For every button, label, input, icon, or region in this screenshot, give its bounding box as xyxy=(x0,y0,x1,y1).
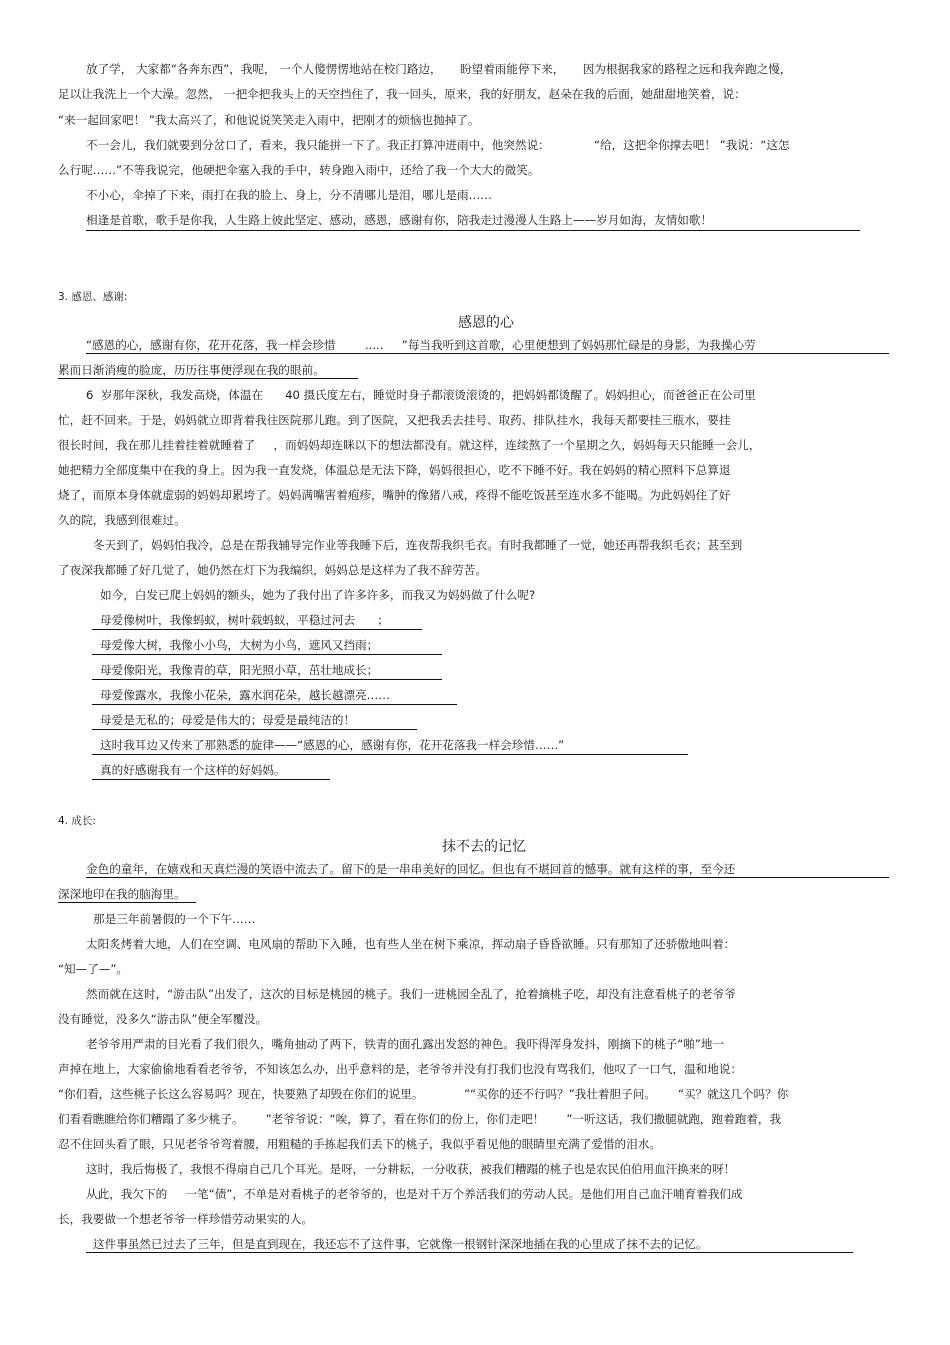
paragraph-line: 深深地印在我的脑海里。 xyxy=(58,887,186,901)
essay-title: 抹不去的记忆 xyxy=(442,839,526,855)
underline xyxy=(86,877,889,878)
essay-title: 感恩的心 xyxy=(458,315,514,331)
paragraph-line: 长，我要做一个想老爷爷一样珍惜劳动果实的人。 xyxy=(58,1212,314,1226)
paragraph-line: 太阳炙烤着大地，人们在空调、电风扇的帮助下入睡，也有些人坐在树下乘凉，挥动扇子昏昏欲睡。只有那知了还骄傲地叫着： xyxy=(86,937,736,951)
paragraph-line: “知—了—”。 xyxy=(58,962,128,976)
paragraph-line: 了夜深我都睡了好几觉了，她仍然在灯下为我编织，妈妈总是这样为了我不辞劳苦。 xyxy=(58,563,487,577)
paragraph-line: “来一起回家吧！ ”我太高兴了，和他说说笑笑走入雨中，把刚才的烦恼也抛掉了。 xyxy=(58,113,480,127)
underline xyxy=(92,729,417,730)
paragraph-line: 冬天到了，妈妈怕我冷，总是在帮我辅导完作业等我睡下后，连夜帮我织毛衣。有时我都睡了一觉，她还再帮我织毛衣；甚至到 xyxy=(93,538,743,552)
underline xyxy=(92,629,422,630)
paragraph-line: 相逢是首歌，歌手是你我，人生路上彼此坚定、感动，感恩，感谢有你，陪我走过漫漫人生路上——岁月如海，友情如歌！ xyxy=(86,213,713,227)
poem-line: 母爱像露水，我像小花朵，露水润花朵，越长越漂亮…… xyxy=(100,688,390,702)
paragraph-line: “你们看，这些桃子长这么容易吗？现在，快要熟了却毁在你们的说里。 ”“买你的还不行吗？”我壮着胆子问。 “买？就这几个吗？你 xyxy=(58,1087,789,1101)
poem-line: 母爱像树叶，我像蚂蚁，树叶载蚂蚁，平稳过河去 ； xyxy=(100,613,389,627)
paragraph-line: “感恩的心，感谢有你，花开花落，我一样会珍惜 ..... ”每当我听到这首歌，心里便想到了妈妈那忙碌是的身影，为我操心劳 xyxy=(86,338,756,352)
underline xyxy=(86,230,860,231)
paragraph-line: 如今，白发已爬上妈妈的额头，她为了我付出了许多许多，而我又为妈妈做了什么呢? xyxy=(100,588,536,602)
paragraph-line: 那是三年前暑假的一个下午…… xyxy=(93,912,256,926)
underline xyxy=(86,353,889,354)
underline xyxy=(92,779,330,780)
underline xyxy=(58,902,196,903)
paragraph-line: 烧了，而原本身体就虚弱的妈妈却累垮了。妈妈满嘴害着疱疹，嘴肿的像猪八戒，疼得不能吃饭甚至连水多不能喝。为此妈妈住了好 xyxy=(58,488,731,502)
underline xyxy=(92,654,442,655)
poem-line: 母爱像阳光，我像青的草，阳光照小草，茁壮地成长； xyxy=(100,663,379,677)
paragraph-line: 累而日渐消瘦的脸庞，历历往事便浮现在我的眼前。 xyxy=(58,363,325,377)
underline xyxy=(58,378,358,379)
paragraph-line: 从此，我欠下的 一笔“债”，不单是对看桃子的老爷爷的，也是对千万个养活我们的劳动人民。是他们用自己血汗哺育着我们成 xyxy=(86,1187,743,1201)
section-heading: 4. 成长: xyxy=(58,815,96,827)
paragraph-line: 足以让我洗上一个大澡。忽然， 一把伞把我头上的天空挡住了，我一回头，原来，我的好朋友，赵朵在我的后面，她甜甜地笑着，说： xyxy=(58,87,746,101)
underline xyxy=(86,1252,853,1253)
paragraph-line: 金色的童年，在嬉戏和天真烂漫的笑语中流去了。留下的是一串串美好的回忆。但也有不堪回首的憾事。就有这样的事，至今还 xyxy=(86,862,736,876)
paragraph-line: 不小心，伞掉了下来，雨打在我的脸上、身上，分不清哪儿是泪，哪儿是雨…… xyxy=(86,188,492,202)
underline xyxy=(92,679,442,680)
poem-line: 这时我耳边又传来了那熟悉的旋律——“感恩的心，感谢有你，花开花落我一样会珍惜……” xyxy=(100,738,565,752)
paragraph-line: 6 岁那年深秋，我发高烧，体温在 40 摄氏度左右，睡觉时身子都滚烫滚烫的，把妈妈都烫醒了。妈妈担心，而爸爸正在公司里 xyxy=(86,388,756,402)
paragraph-line: 们看看瞧瞧给你们糟蹋了多少桃子。 ”老爷爷说：“唉，算了，看在你们的份上，你们走吧！ ”一听这话，我们撒腿就跑，跑着跑着，我 xyxy=(58,1112,782,1126)
paragraph-line: 忙，赶不回来。于是，妈妈就立即背着我往医院那儿跑。到了医院，又把我丢去挂号、取药、排队挂水，我每天都要挂三瓶水，要挂 xyxy=(58,413,731,427)
poem-line: 母爱像大树，我像小小鸟，大树为小鸟，遮风又挡雨； xyxy=(100,638,379,652)
paragraph-line: 放了学， 大家都“各奔东西”，我呢， 一个人傻愣愣地站在校门路边， 盼望着雨能停下来， 因为根据我家的路程之远和我奔跑之慢， xyxy=(86,62,792,76)
paragraph-line: 忍不住回头看了眼，只见老爷爷弯着腰，用粗糙的手拣起我们丢下的桃子，我似乎看见他的眼睛里充满了爱惜的泪水。 xyxy=(58,1137,661,1151)
paragraph-line: 不一会儿，我们就要到分岔口了，看来，我只能拼一下了。我正打算冲进雨中，他突然说： “给，这把伞你撑去吧！ ”我说：“这怎 xyxy=(86,138,790,152)
paragraph-line: 然而就在这时，“游击队”出发了，这次的目标是桃园的桃子。我们一进桃园全乱了，抢着摘桃子吃，却没有注意看桃子的老爷爷 xyxy=(86,987,736,1001)
poem-line: 真的好感谢我有一个这样的好妈妈。 xyxy=(100,763,286,777)
paragraph-line: 声掉在地上，大家偷偷地看看老爷爷，不知该怎么办，出乎意料的是，老爷爷并没有打我们也没有骂我们，他叹了一口气，温和地说： xyxy=(58,1062,743,1076)
paragraph-line: 这时，我后悔极了，我恨不得扇自己几个耳光。是呀，一分耕耘，一分收获，被我们糟蹋的桃子也是农民伯伯用血汗换来的呀！ xyxy=(86,1162,736,1176)
paragraph-line: 老爷爷用严肃的目光看了我们很久，嘴角抽动了两下，铁青的面孔露出发怒的神色。我吓得浑身发抖，刚摘下的桃子“啪”地一 xyxy=(86,1037,725,1051)
paragraph-line: 她把精力全部度集中在我的身上。因为我一直发烧，体温总是无法下降，妈妈很担心，吃不下睡不好。我在妈妈的精心照料下总算退 xyxy=(58,463,731,477)
underline xyxy=(92,704,457,705)
paragraph-line: 很长时间，我在那儿挂着挂着就睡着了 ，而妈妈却连眯以下的想法都没有。就这样，连续熬了一个星期之久，妈妈每天只能睡一会儿， xyxy=(58,438,761,452)
section-heading: 3. 感恩、感谢: xyxy=(58,291,128,303)
paragraph-line: 久的院，我感到很难过。 xyxy=(58,513,186,527)
paragraph-line: 这件事虽然已过去了三年，但是直到现在，我还忘不了这件事，它就像一根钢针深深地插在我的心里成了抹不去的记忆。 xyxy=(93,1237,708,1251)
underline xyxy=(92,754,688,755)
paragraph-line: 没有睡觉，没多久“游击队”便全军覆没。 xyxy=(58,1012,268,1026)
poem-line: 母爱是无私的；母爱是伟大的；母爱是最纯洁的！ xyxy=(100,713,356,727)
paragraph-line: 么行呢……”不等我说完，他硬把伞塞入我的手中，转身跑入雨中，还给了我一个大大的微笑。 xyxy=(58,163,540,177)
